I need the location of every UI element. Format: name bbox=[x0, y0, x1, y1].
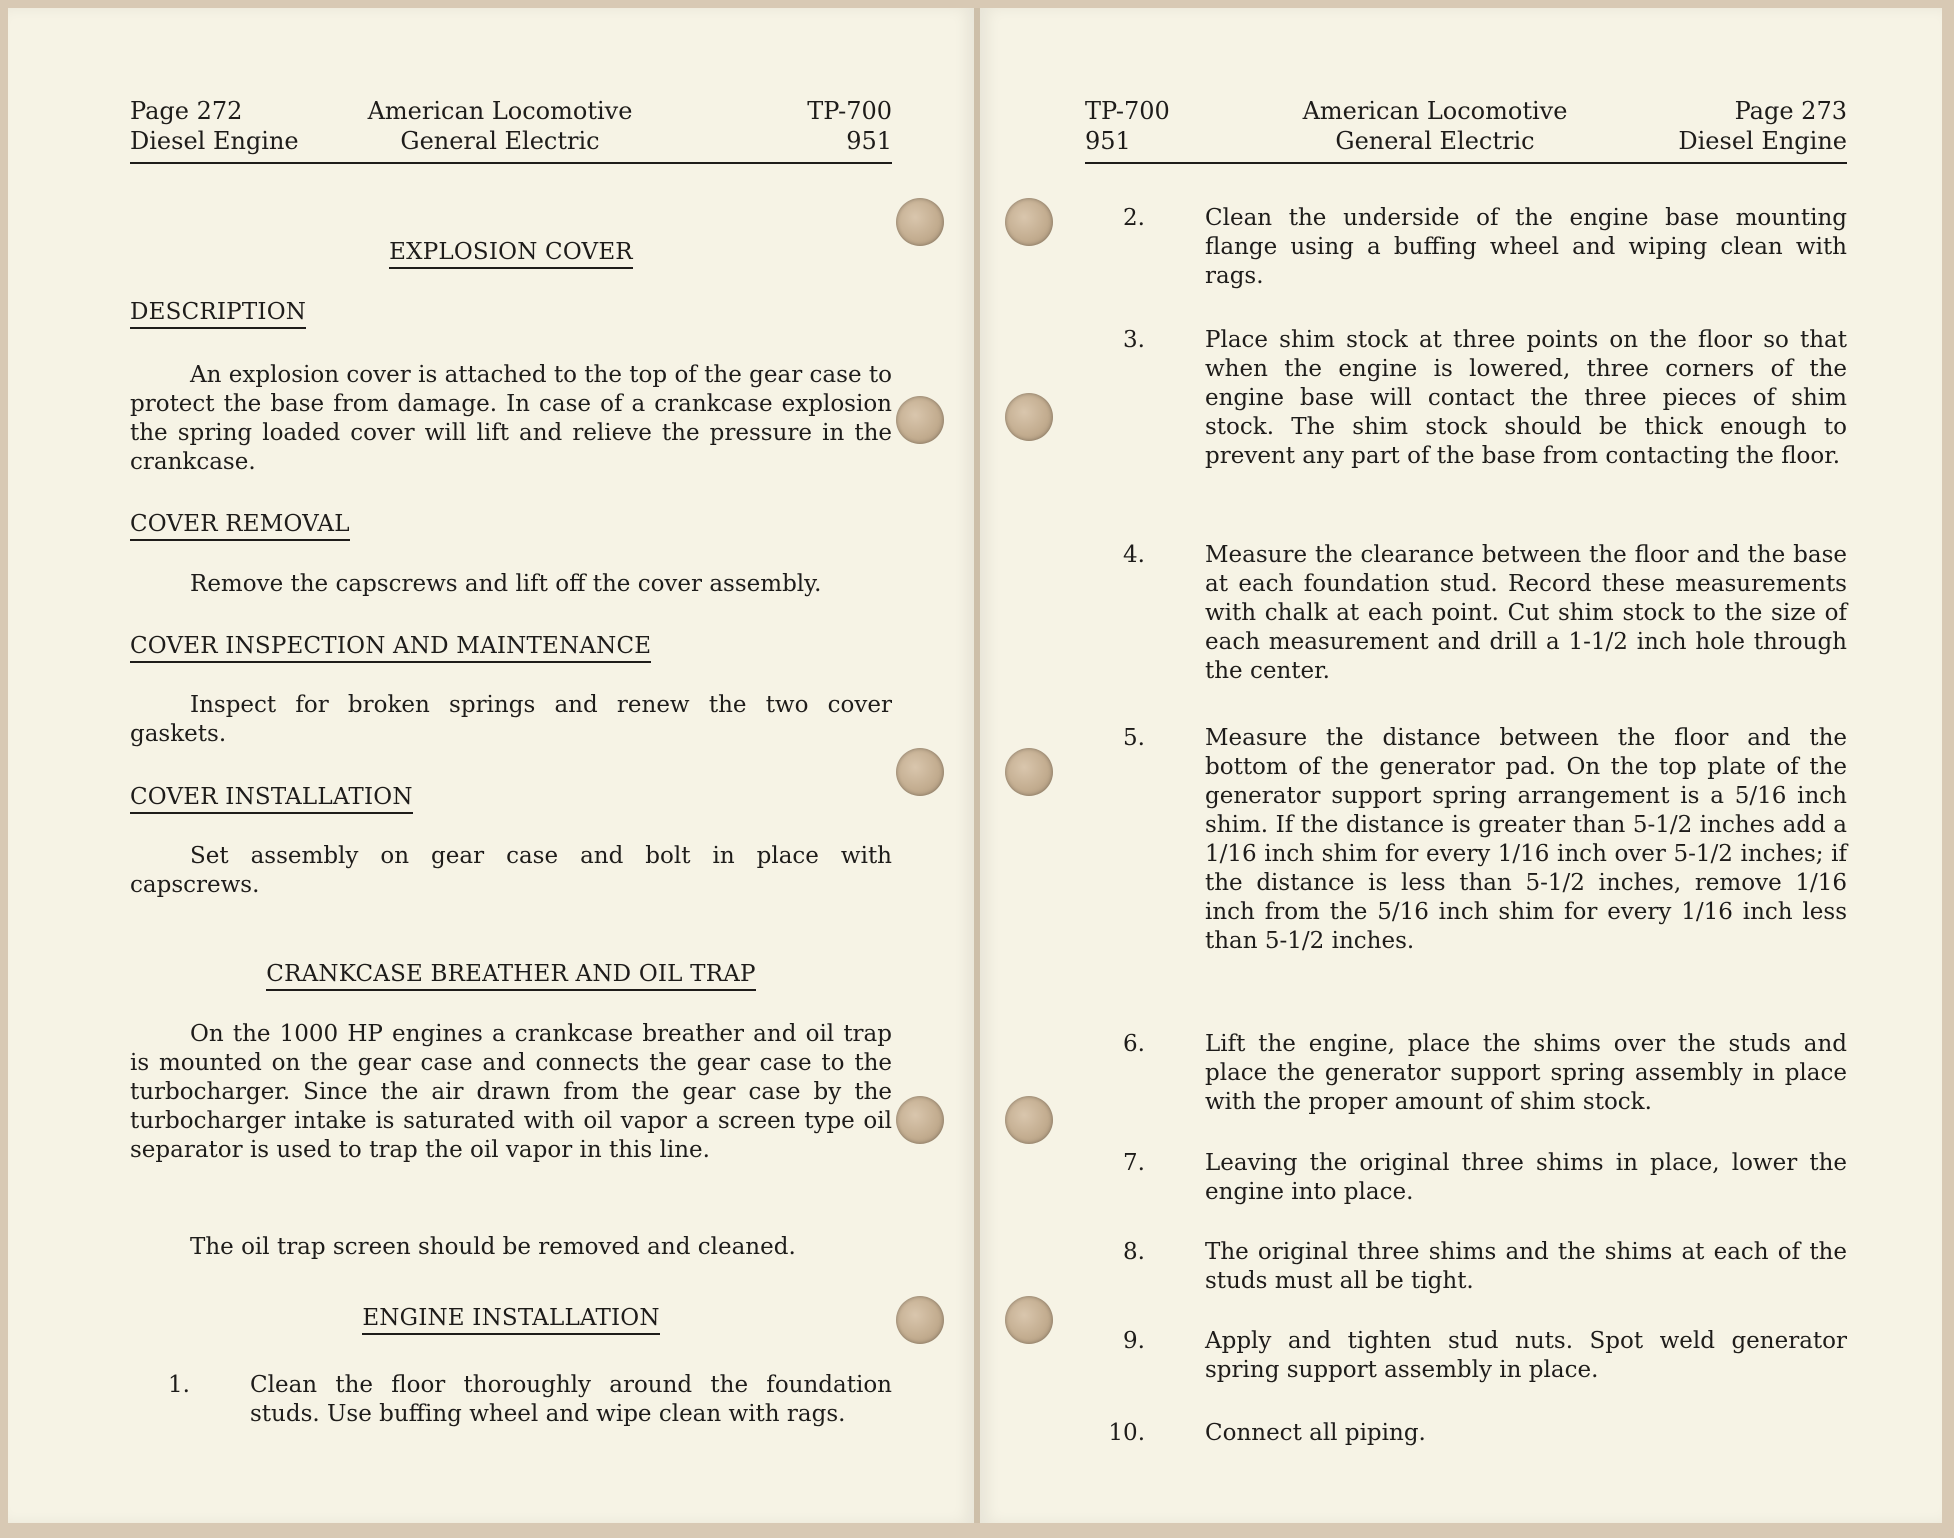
step-text: Place shim stock at three points on the floor so that when the engine is lowered, three corners of the engine base will contact the three pieces of shim stock. The shim stock should be thick enough to prevent any part of the base from contacting the floor. bbox=[1205, 327, 1847, 469]
cover-installation-heading: COVER INSTALLATION bbox=[130, 783, 413, 814]
step-text: Measure the clearance between the floor and the base at each foundation stud. Record these measurements with chalk at each point. Cut shim stock to the size of each measurement and drill a 1-1/2 inch hole through the center. bbox=[1205, 542, 1847, 684]
step-text: Apply and tighten stud nuts. Spot weld generator spring support assembly in place. bbox=[1205, 1328, 1847, 1383]
right-page-header bbox=[1085, 96, 1847, 164]
step-number: 10. bbox=[1108, 1420, 1145, 1446]
step-number: 9. bbox=[1123, 1328, 1145, 1354]
step-text: Connect all piping. bbox=[1205, 1420, 1426, 1446]
binder-hole bbox=[1005, 198, 1053, 246]
step-number: 1. bbox=[168, 1372, 190, 1398]
page-number: Page 273 bbox=[1734, 97, 1847, 125]
step-text: Clean the floor thoroughly around the foundation studs. Use buffing wheel and wipe clean with rags. bbox=[250, 1372, 892, 1427]
step-number: 2. bbox=[1123, 205, 1145, 231]
doc-number: 951 bbox=[1085, 127, 1131, 155]
step-text: Leaving the original three shims in place, lower the engine into place. bbox=[1205, 1150, 1847, 1205]
oil-trap-screen-text: The oil trap screen should be removed and cleaned. bbox=[190, 1234, 796, 1260]
left-page-header bbox=[130, 96, 892, 164]
engine-installation-title: ENGINE INSTALLATION bbox=[362, 1304, 659, 1335]
cover-installation-text: Set assembly on gear case and bolt in place with capscrews. bbox=[130, 843, 892, 898]
section-name: Diesel Engine bbox=[1678, 127, 1847, 155]
binder-hole bbox=[1005, 1296, 1053, 1344]
binder-hole bbox=[896, 198, 944, 246]
company-line-2: General Electric bbox=[1335, 127, 1535, 155]
page-number: Page 272 bbox=[130, 97, 243, 125]
company-line-1: American Locomotive bbox=[367, 97, 633, 125]
binder-hole bbox=[896, 748, 944, 796]
step-text: Measure the distance between the floor and the bottom of the generator pad. On the top plate of the generator support spring arrangement is a 5/16 inch shim. If the distance is greater than 5-1/2 inches add a 1/16 inch shim for every 1/16 inch over 5-1/2 inches; if the distance is less than 5-1/2 inches, remove 1/16 inch from the 5/16 inch shim for every 1/16 inch less than 5-1/2 inches. bbox=[1205, 725, 1847, 954]
binder-hole bbox=[1005, 748, 1053, 796]
cover-inspection-heading: COVER INSPECTION AND MAINTENANCE bbox=[130, 632, 651, 663]
left-page bbox=[8, 8, 974, 1523]
doc-code: TP-700 bbox=[1085, 97, 1170, 125]
doc-number: 951 bbox=[846, 127, 892, 155]
step-number: 8. bbox=[1123, 1239, 1145, 1265]
description-heading: DESCRIPTION bbox=[130, 298, 306, 329]
right-page bbox=[980, 8, 1942, 1523]
cover-inspection-text: Inspect for broken springs and renew the two cover gaskets. bbox=[130, 692, 892, 747]
step-number: 6. bbox=[1123, 1031, 1145, 1057]
binder-hole bbox=[896, 1296, 944, 1344]
crankcase-breather-text: On the 1000 HP engines a crankcase breather and oil trap is mounted on the gear case and connects the gear case to the turbocharger. Since the air drawn from the gear case by the turbocharger intake is saturated with oil vapor a screen type oil separator is used to trap the oil vapor in this line. bbox=[130, 1021, 892, 1163]
binder-hole bbox=[1005, 1096, 1053, 1144]
cover-removal-text: Remove the capscrews and lift off the cover assembly. bbox=[190, 571, 822, 597]
step-number: 4. bbox=[1123, 542, 1145, 568]
step-text: Clean the underside of the engine base mounting flange using a buffing wheel and wiping clean with rags. bbox=[1205, 205, 1847, 289]
step-text: The original three shims and the shims at each of the studs must all be tight. bbox=[1205, 1239, 1847, 1294]
binder-hole bbox=[896, 396, 944, 444]
binder-hole bbox=[1005, 393, 1053, 441]
company-line-1: American Locomotive bbox=[1302, 97, 1568, 125]
step-number: 3. bbox=[1123, 327, 1145, 353]
step-number: 5. bbox=[1123, 725, 1145, 751]
cover-removal-heading: COVER REMOVAL bbox=[130, 510, 350, 541]
description-text: An explosion cover is attached to the top of the gear case to protect the base from damage. In case of a crankcase explosion the spring loaded cover will lift and relieve the pressure in the crankcase. bbox=[130, 362, 892, 475]
doc-code: TP-700 bbox=[807, 97, 892, 125]
step-text: Lift the engine, place the shims over the studs and place the generator support spring assembly in place with the proper amount of shim stock. bbox=[1205, 1031, 1847, 1115]
crankcase-breather-title: CRANKCASE BREATHER AND OIL TRAP bbox=[266, 960, 755, 991]
company-line-2: General Electric bbox=[400, 127, 600, 155]
section-name: Diesel Engine bbox=[130, 127, 299, 155]
binder-hole bbox=[896, 1096, 944, 1144]
explosion-cover-title: EXPLOSION COVER bbox=[389, 238, 633, 269]
step-number: 7. bbox=[1123, 1150, 1145, 1176]
